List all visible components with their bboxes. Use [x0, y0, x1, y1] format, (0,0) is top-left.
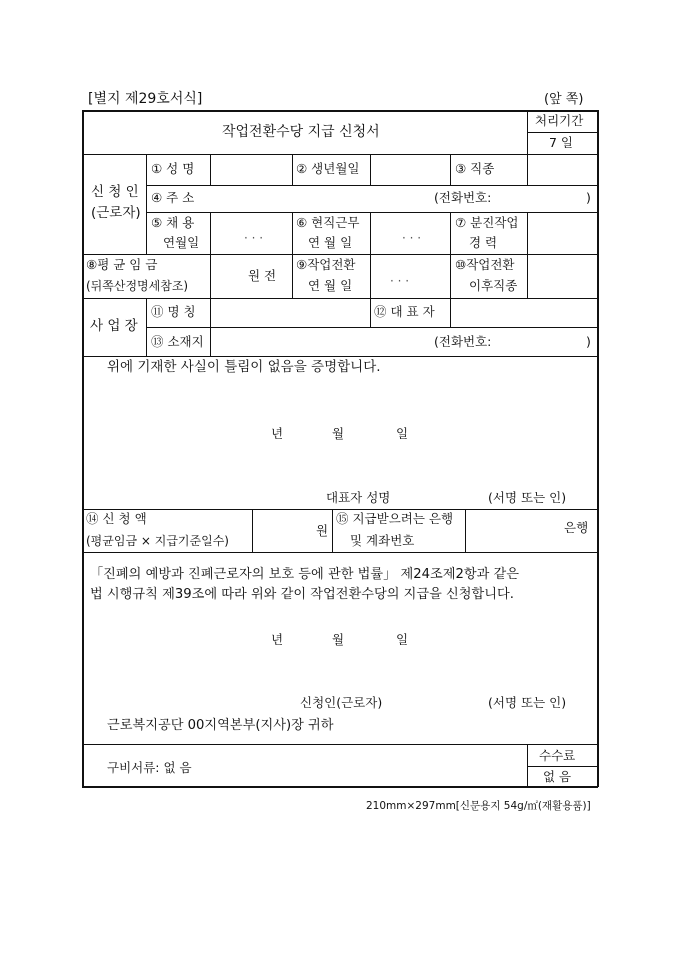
- applicant-signer-label: 신청인(근로자): [300, 695, 383, 710]
- processing-period-label: 처리기간: [535, 113, 584, 128]
- avg-wage-sublabel: (뒤쪽산정명세참조): [86, 279, 189, 293]
- transfer-job-label: ⑩작업전환: [455, 257, 515, 272]
- workplace-group-label: 사 업 장: [90, 318, 138, 334]
- job-type-label: ③ 직종: [455, 161, 495, 176]
- bank-label: ⑮ 지급받으려는 은행: [336, 511, 454, 526]
- hire-date-field[interactable]: · · ·: [244, 231, 264, 245]
- bank-sublabel: 및 계좌번호: [350, 533, 415, 548]
- claim-amount-sublabel: (평균임금 × 지급기준일수): [86, 534, 229, 548]
- workplace-name-label: ⑪ 명 칭: [151, 304, 196, 319]
- paper-spec: 210mm×297mm[신문용지 54g/㎡(재활용품)]: [366, 800, 591, 812]
- form-reference: [별지 제29호서식]: [88, 91, 203, 107]
- birth-date-field[interactable]: [371, 155, 449, 185]
- representative-field[interactable]: [451, 299, 596, 327]
- applicant-group-label: 신 청 인: [91, 184, 139, 200]
- application-month[interactable]: 월: [332, 632, 345, 647]
- form-title: 작업전환수당 지급 신청서: [222, 124, 380, 140]
- dust-work-field[interactable]: [528, 213, 596, 254]
- current-work-sublabel: 연 월 일: [308, 235, 353, 250]
- claim-amount-unit[interactable]: 원: [316, 523, 329, 538]
- avg-wage-unit[interactable]: 원 전: [248, 268, 277, 283]
- name-label: ① 성 명: [151, 161, 195, 176]
- employer-sign-field[interactable]: (서명 또는 인): [488, 490, 567, 505]
- employer-cert-year[interactable]: 년: [271, 426, 284, 441]
- employer-signer-label: 대표자 성명: [326, 490, 391, 505]
- workplace-name-field[interactable]: [211, 299, 369, 327]
- workplace-location-label: ⑬ 소재지: [151, 334, 204, 349]
- workplace-phone-label: (전화번호:: [434, 334, 492, 349]
- transfer-date-sublabel: 연 월 일: [308, 278, 353, 293]
- current-work-label: ⑥ 현직근무: [296, 215, 360, 230]
- current-work-date-field[interactable]: · · ·: [402, 231, 422, 245]
- workplace-location-field[interactable]: [211, 328, 431, 356]
- fee-label: 수수료: [539, 748, 576, 763]
- avg-wage-label: ⑧평 균 임 금: [86, 257, 158, 272]
- dust-work-sublabel: 경 력: [469, 235, 498, 250]
- application-statement-line1: 「진폐의 예방과 진폐근로자의 보호 등에 관한 법률」 제24조제2항과 같은: [90, 567, 520, 582]
- applicant-phone-close: ): [586, 190, 591, 205]
- name-field[interactable]: [211, 155, 291, 185]
- hire-date-label: ⑤ 채 용: [151, 215, 195, 230]
- address-label: ④ 주 소: [151, 190, 195, 205]
- employer-cert-day[interactable]: 일: [396, 426, 409, 441]
- address-field[interactable]: [211, 186, 431, 212]
- application-year[interactable]: 년: [271, 632, 284, 647]
- birth-date-label: ② 생년월일: [296, 161, 360, 176]
- applicant-group-sublabel: (근로자): [91, 205, 141, 221]
- fee-value: 없 음: [543, 769, 572, 784]
- applicant-phone-label: (전화번호:: [434, 190, 492, 205]
- bank-field[interactable]: 은행: [564, 520, 589, 535]
- transfer-date-label: ⑨작업전환: [296, 257, 356, 272]
- application-statement-line2: 법 시행규칙 제39조에 따라 위와 같이 작업전환수당의 지급을 신청합니다.: [90, 587, 514, 602]
- representative-label: ⑫ 대 표 자: [374, 304, 435, 319]
- processing-period-value: 7 일: [549, 135, 574, 150]
- employer-cert-statement: 위에 기재한 사실이 틀림이 없음을 증명합니다.: [107, 359, 381, 375]
- claim-amount-label: ⑭ 신 청 액: [86, 511, 147, 526]
- job-type-field[interactable]: [528, 155, 596, 185]
- hire-date-sublabel: 연월일: [163, 235, 200, 250]
- workplace-phone-close: ): [586, 334, 591, 349]
- application-day[interactable]: 일: [396, 632, 409, 647]
- transfer-job-field[interactable]: [528, 255, 596, 298]
- employer-cert-month[interactable]: 월: [332, 426, 345, 441]
- transfer-job-sublabel: 이후직종: [469, 278, 518, 293]
- required-documents: 구비서류: 없 음: [107, 760, 192, 775]
- dust-work-label: ⑦ 분진작업: [455, 215, 519, 230]
- applicant-sign-field[interactable]: (서명 또는 인): [488, 695, 567, 710]
- page-side-label: (앞 쪽): [544, 92, 584, 107]
- addressee: 근로복지공단 00지역본부(지사)장 귀하: [107, 718, 334, 733]
- transfer-date-field[interactable]: · · ·: [390, 274, 410, 288]
